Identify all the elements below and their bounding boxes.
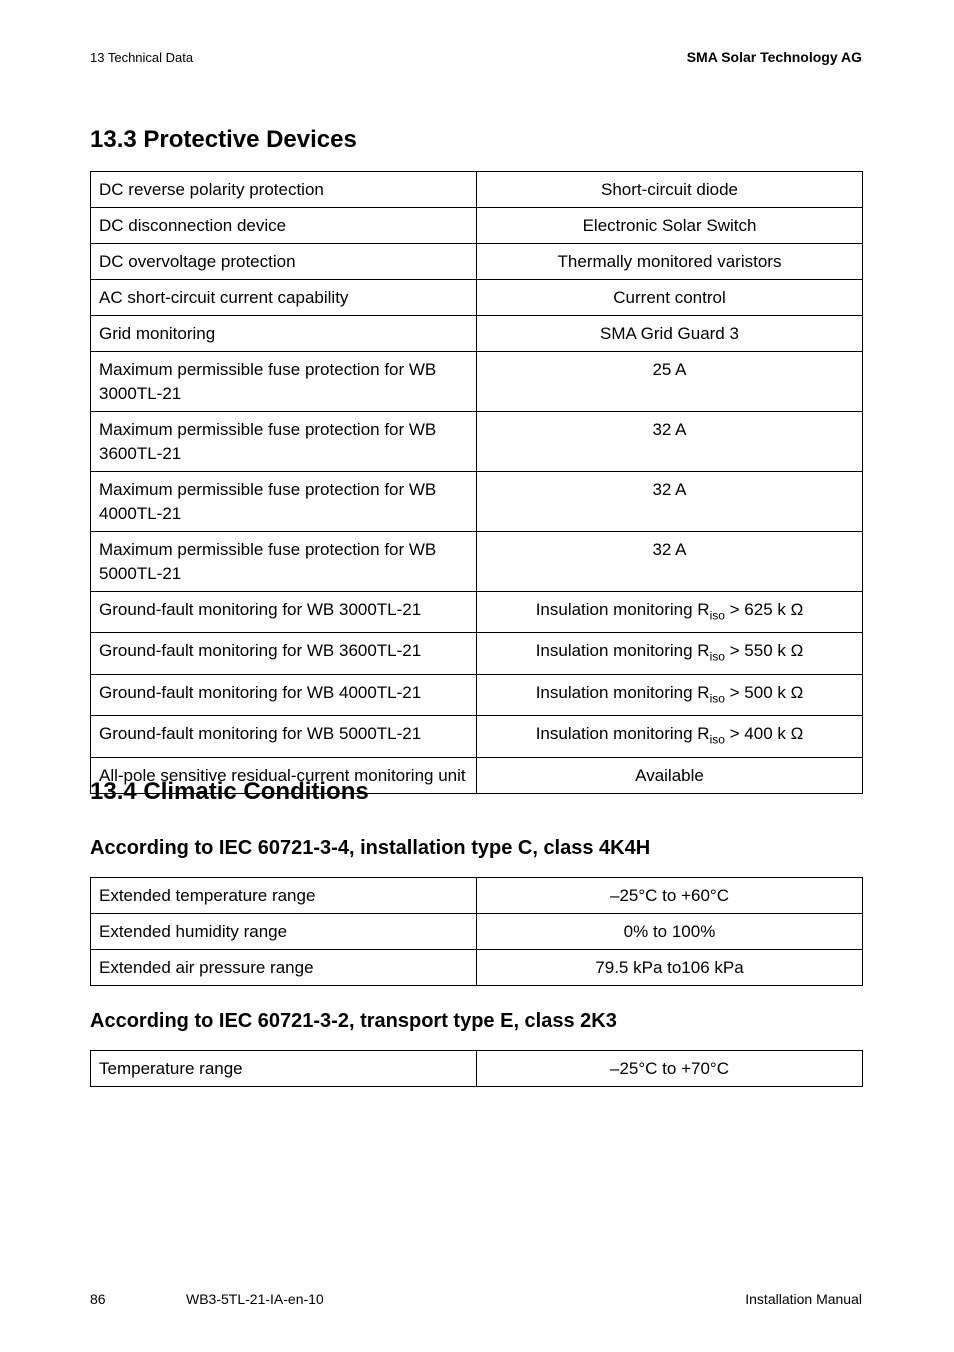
table-row [91,172,863,208]
value-text: Insulation monitoring R [535,641,710,661]
row-value: 0% to 100% [477,914,863,950]
row-value: –25°C to +60°C [477,878,863,914]
row-value: 32 A [477,472,863,532]
table-row [91,280,863,316]
table-row [91,592,863,633]
value-subscript: iso [709,732,725,747]
value-text: Insulation monitoring R [535,724,710,744]
value-subscript: iso [709,608,725,623]
row-value [477,674,863,715]
row-label: Maximum permissible fuse protection for WB 4000TL-21 [91,472,477,532]
row-value [477,716,863,757]
document-id: WB3-5TL-21-IA-en-10 [186,1291,324,1307]
row-value: Thermally monitored varistors [477,244,863,280]
transport-heading: According to IEC 60721-3-2, transport type E, class 2K3 [90,1010,617,1032]
table-row [91,472,863,532]
table-row [91,633,863,674]
row-label: DC reverse polarity protection [91,172,477,208]
row-label: Maximum permissible fuse protection for WB 5000TL-21 [91,532,477,592]
row-label: DC overvoltage protection [91,244,477,280]
table-row [91,914,863,950]
row-value: 32 A [477,412,863,472]
row-label: Grid monitoring [91,316,477,352]
protective-devices-title: 13.3 Protective Devices [90,126,357,153]
row-value: 25 A [477,352,863,412]
table-row [91,532,863,592]
transport-table [90,1050,863,1087]
row-label: Ground-fault monitoring for WB 3000TL-21 [91,592,477,633]
table-row [91,674,863,715]
row-value: 79.5 kPa to106 kPa [477,950,863,986]
table-row [91,352,863,412]
row-label: Extended humidity range [91,914,477,950]
table-row [91,412,863,472]
table-row [91,244,863,280]
value-subscript: iso [709,691,725,706]
table-row [91,950,863,986]
value-subscript: iso [709,649,725,664]
table-row [91,208,863,244]
row-label: Temperature range [91,1051,477,1087]
row-label: DC disconnection device [91,208,477,244]
row-value: –25°C to +70°C [477,1051,863,1087]
row-label: Maximum permissible fuse protection for WB 3600TL-21 [91,412,477,472]
row-label: Ground-fault monitoring for WB 5000TL-21 [91,716,477,757]
row-value: Available [477,757,863,793]
page-number: 86 [90,1291,106,1307]
row-label: Maximum permissible fuse protection for WB 3000TL-21 [91,352,477,412]
installation-table [90,877,863,986]
row-value [477,633,863,674]
row-label: All-pole sensitive residual-current monitoring unit [91,757,477,793]
climatic-conditions-title: 13.4 Climatic Conditions [90,778,369,805]
table-row [91,1051,863,1087]
row-label: Ground-fault monitoring for WB 4000TL-21 [91,674,477,715]
value-text: > 550 k Ω [724,641,804,661]
table-row [91,878,863,914]
value-text: Insulation monitoring R [535,682,710,702]
installation-heading: According to IEC 60721-3-4, installation type C, class 4K4H [90,837,651,859]
row-value: SMA Grid Guard 3 [477,316,863,352]
table-row [91,716,863,757]
row-value: Short-circuit diode [477,172,863,208]
row-label: Extended temperature range [91,878,477,914]
row-value: Electronic Solar Switch [477,208,863,244]
row-label: AC short-circuit current capability [91,280,477,316]
manual-name: Installation Manual [745,1291,862,1307]
value-text: Insulation monitoring R [535,600,710,619]
value-text: > 625 k Ω [724,600,804,619]
row-label: Extended air pressure range [91,950,477,986]
row-value: 32 A [477,532,863,592]
value-text: > 400 k Ω [724,724,804,744]
header-company: SMA Solar Technology AG [686,49,862,65]
value-text: > 500 k Ω [724,682,804,702]
row-value [477,592,863,633]
table-row [91,316,863,352]
protective-devices-table [90,171,863,794]
row-label: Ground-fault monitoring for WB 3600TL-21 [91,633,477,674]
row-value: Current control [477,280,863,316]
header-section: 13 Technical Data [90,50,194,65]
